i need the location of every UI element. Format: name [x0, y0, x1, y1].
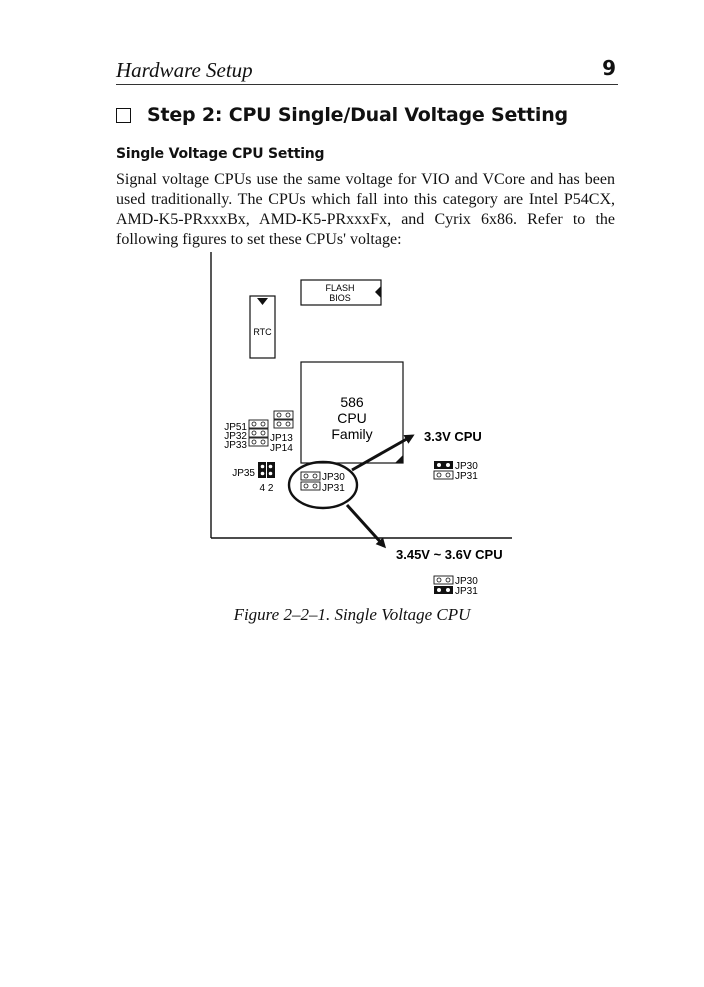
page-header: [116, 56, 618, 85]
jp33-label: JP33: [224, 440, 247, 451]
flash-bios-chip: [301, 280, 381, 305]
bios-label: BIOS: [329, 293, 351, 303]
option-3-3v-label: 3.3V CPU: [424, 429, 482, 444]
jp35-label: JP35: [232, 468, 255, 479]
jumper-block-jp51-jp32-jp33: [224, 420, 268, 451]
rtc-label: RTC: [253, 327, 272, 337]
arrow-to-3-45v: [347, 505, 384, 546]
rtc-chip: [250, 296, 275, 358]
page-number: 9: [602, 56, 616, 80]
jp32-label: JP32: [224, 431, 247, 442]
option-3-3v-jp30-label: JP30: [455, 461, 478, 472]
checkbox-bullet-icon: [116, 108, 131, 123]
figure-caption: Figure 2–2–1. Single Voltage CPU: [233, 605, 471, 624]
option-3-45v-jp30-label: JP30: [455, 576, 478, 587]
jp51-label: JP51: [224, 422, 247, 433]
jp30-label: JP30: [322, 472, 345, 483]
jp13-label: JP13: [270, 433, 293, 444]
option-3-3v: [424, 429, 482, 482]
jp14-label: JP14: [270, 443, 293, 454]
cpu-label-cpu: CPU: [337, 410, 367, 426]
jumper-jp35: [232, 462, 275, 494]
jp35-pin-numbers: 4 2: [259, 483, 274, 494]
single-voltage-diagram: [200, 248, 540, 608]
flash-label: FLASH: [325, 283, 355, 293]
cpu-label-586: 586: [340, 394, 364, 410]
option-3-3v-jp31-label: JP31: [455, 471, 478, 482]
cpu-label-family: Family: [331, 426, 373, 442]
jp31-label: JP31: [322, 483, 345, 494]
option-3-45v-jp31-label: JP31: [455, 586, 478, 597]
cpu-socket: [301, 362, 403, 463]
option-3-45v: [396, 547, 503, 597]
step-title: Step 2: CPU Single/Dual Voltage Setting: [147, 104, 568, 126]
header-title: Hardware Setup: [116, 58, 253, 82]
subheading: Single Voltage CPU Setting: [116, 146, 325, 162]
step-heading: [116, 104, 568, 126]
jumper-block-jp30-jp31: [289, 462, 357, 508]
body-paragraph: Signal voltage CPUs use the same voltage for VIO and VCore and has been used traditionally. The CPUs which fall into this category are Intel P54CX, AMD-K5-PRxxxBx, AMD-K5-PRxxxFx, and Cyrix 6x86. Refer to the following figures to set these CPUs' voltage:: [116, 171, 615, 248]
jumper-block-jp13-jp14: [270, 411, 293, 454]
option-3-45v-label: 3.45V ~ 3.6V CPU: [396, 547, 503, 562]
